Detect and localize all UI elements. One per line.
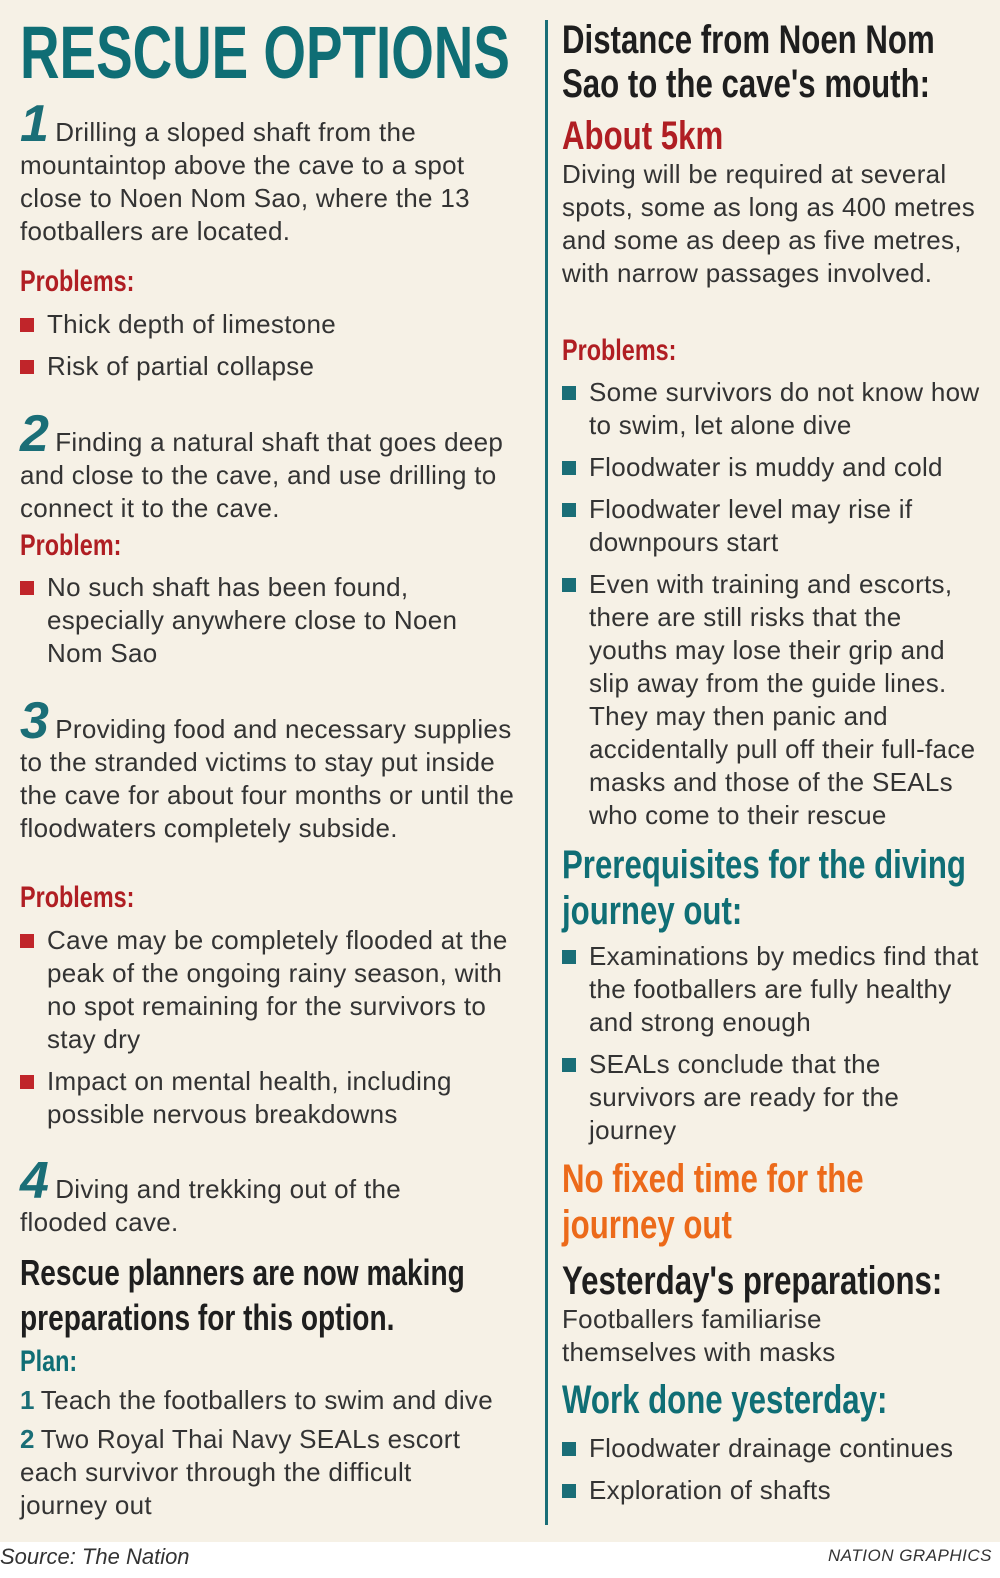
bullet-icon bbox=[20, 1075, 34, 1089]
option-3 bbox=[20, 692, 525, 845]
work-done-heading: Work done yesterday: bbox=[562, 1378, 888, 1422]
distance-problems-label: Problems: bbox=[562, 334, 677, 367]
option-2-problem-label-wrap bbox=[20, 529, 150, 563]
bullet-icon bbox=[562, 503, 576, 517]
planners-heading: Rescue planners are now making preparations for this option. bbox=[20, 1252, 465, 1338]
option-2-text: Finding a natural shaft that goes deep and close to the cave, and use drilling to connect it to the cave. bbox=[20, 427, 504, 523]
bullet-icon bbox=[562, 386, 576, 400]
distance-heading-wrap bbox=[562, 18, 1000, 106]
list-item: Floodwater is muddy and cold bbox=[562, 451, 980, 484]
plan-step-1: 1 Teach the footballers to swim and dive bbox=[20, 1385, 493, 1415]
option-1 bbox=[20, 95, 525, 248]
bullet-icon bbox=[562, 461, 576, 475]
distance-problems-label-wrap bbox=[562, 334, 709, 368]
work-done-heading-wrap bbox=[562, 1377, 979, 1423]
bullet-icon bbox=[20, 934, 34, 948]
yesterday-prep-heading-wrap bbox=[562, 1258, 1000, 1304]
yesterday-prep-heading: Yesterday's preparations: bbox=[562, 1259, 943, 1303]
no-fixed-time-wrap bbox=[562, 1156, 1000, 1248]
yesterday-prep-text: Footballers familiarise themselves with masks bbox=[562, 1304, 836, 1367]
prerequisites-heading-wrap bbox=[562, 842, 1000, 934]
option-2-problems bbox=[20, 571, 498, 679]
option-4 bbox=[20, 1152, 460, 1239]
option-2-number: 2 bbox=[20, 405, 50, 463]
option-3-text: Providing food and necessary supplies to the stranded victims to stay put inside the cave for about four months or until the floodwaters completely subside. bbox=[20, 714, 515, 843]
list-item: Impact on mental health, including possible nervous breakdowns bbox=[20, 1065, 525, 1131]
plan-label-wrap bbox=[20, 1345, 93, 1379]
prerequisites-list bbox=[562, 940, 980, 1156]
option-3-problems-label: Problems: bbox=[20, 881, 135, 914]
bullet-icon bbox=[562, 1442, 576, 1456]
distance-text: Diving will be required at several spots, some as long as 400 metres and some as deep as five metres, with narrow passages involved. bbox=[562, 159, 976, 288]
list-item: Floodwater drainage continues bbox=[562, 1432, 992, 1465]
list-item: Cave may be completely flooded at the peak of the ongoing rainy season, with no spot remaining for the survivors to stay dry bbox=[20, 924, 525, 1056]
option-1-text: Drilling a sloped shaft from the mountaintop above the cave to a spot close to Noen Nom Sao, where the 13 footballers are located. bbox=[20, 117, 470, 246]
bullet-icon bbox=[562, 578, 576, 592]
option-2-problem-label: Problem: bbox=[20, 529, 122, 562]
list-item: Even with training and escorts, there are still risks that the youths may lose their grip and slip away from the guide lines. They may then panic and accidentally pull off their full-face masks and those of the SEALs who come to their rescue bbox=[562, 568, 980, 832]
option-1-number: 1 bbox=[20, 95, 50, 153]
bullet-icon bbox=[562, 1484, 576, 1498]
plan-label: Plan: bbox=[20, 1345, 78, 1378]
no-fixed-time: No fixed time for the journey out bbox=[562, 1157, 864, 1247]
option-4-number: 4 bbox=[20, 1152, 50, 1210]
list-item: Examinations by medics find that the footballers are fully healthy and strong enough bbox=[562, 940, 980, 1039]
option-3-problems bbox=[20, 924, 525, 1140]
distance-heading: Distance from Noen Nom Sao to the cave's mouth: bbox=[562, 18, 935, 106]
plan-step-2: 2 Two Royal Thai Navy SEALs escort each survivor through the difficult journey out bbox=[20, 1424, 461, 1520]
list-item: Exploration of shafts bbox=[562, 1474, 992, 1507]
option-3-problems-label-wrap bbox=[20, 881, 167, 915]
option-1-problems-label: Problems: bbox=[20, 265, 135, 298]
bullet-icon bbox=[20, 581, 34, 595]
work-done-list bbox=[562, 1432, 992, 1516]
list-item: Risk of partial collapse bbox=[20, 350, 525, 383]
list-item: Floodwater level may rise if downpours start bbox=[562, 493, 980, 559]
option-1-problems bbox=[20, 308, 525, 392]
bullet-icon bbox=[562, 1058, 576, 1072]
page-title: RESCUE OPTIONS bbox=[20, 11, 510, 94]
graphics-credit: NATION GRAPHICS bbox=[828, 1546, 992, 1565]
option-2 bbox=[20, 405, 525, 525]
bullet-icon bbox=[562, 950, 576, 964]
option-1-problems-label-wrap bbox=[20, 265, 167, 299]
option-4-text: Diving and trekking out of the flooded cave. bbox=[20, 1174, 401, 1237]
prerequisites-heading: Prerequisites for the diving journey out: bbox=[562, 843, 966, 933]
bullet-icon bbox=[20, 318, 34, 332]
list-item: Some survivors do not know how to swim, let alone dive bbox=[562, 376, 980, 442]
option-3-number: 3 bbox=[20, 692, 50, 750]
list-item: No such shaft has been found, especially anywhere close to Noen Nom Sao bbox=[20, 571, 498, 670]
distance-problems bbox=[562, 376, 980, 841]
list-item: Thick depth of limestone bbox=[20, 308, 525, 341]
source-caption: Source: The Nation bbox=[0, 1544, 190, 1569]
distance-value-wrap bbox=[562, 113, 769, 159]
distance-value: About 5km bbox=[562, 114, 724, 158]
list-item: SEALs conclude that the survivors are ready for the journey bbox=[562, 1048, 980, 1147]
bullet-icon bbox=[20, 360, 34, 374]
